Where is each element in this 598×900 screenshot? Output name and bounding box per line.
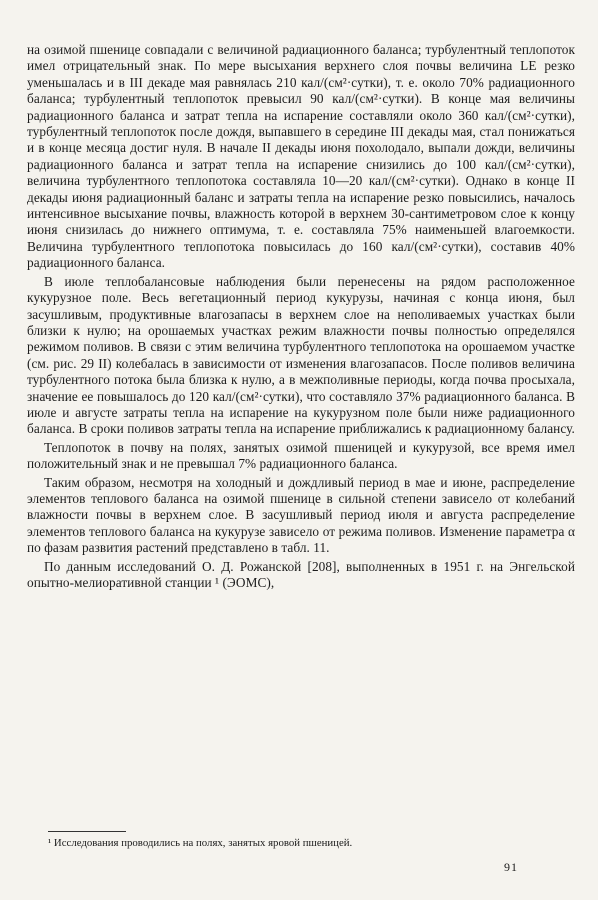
- paragraph-1: на озимой пшенице совпадали с величиной радиационного баланса; турбулентный теплопоток имел отрицательный знак. По мере высыхания верхнего слоя почвы величина LE резко уменьшалась и в III декаде мая равнялась 210 кал/(см²·сутки), т. е. около 70% радиационного баланса; турбулентный теплопоток превысил 90 кал/(см²·сутки). В конце мая величины радиационного баланса и затрат тепла на испарение составляли около 360 кал/(см²·сутки), турбулентный теплопоток после дождя, выпавшего в середине III декады мая, стал понижаться и в конце месяца достиг нуля. В начале II декады июня похолодало, выпали дожди, величины радиационного баланса и затрат тепла на испарение снизились до 100 кал/(см²·сутки), величина турбулентного теплопотока составляла 10—20 кал/(см²·сутки). Однако в конце II декады июня радиационный баланс и затраты тепла на испарение резко повысились, началось интенсивное высыхание почвы, влажность которой в верхнем 30-сантиметровом слое к концу июня снизилась до нижнего оптимума, т. е. составляла 75% наименьшей влагоемкости. Величина турбулентного теплопотока повысилась до 160 кал/(см²·сутки), составив 40% радиационного баланса.: [27, 42, 575, 271]
- page-number: 91: [504, 860, 518, 874]
- paragraph-4: Таким образом, несмотря на холодный и дождливый период в мае и июне, распределение элементов теплового баланса на озимой пшенице в сильной степени зависело от колебаний влажности почвы в верхнем слое. В засушливый период июля и августа распределение элементов теплового баланса на кукурузе зависело от режима поливов. Изменение параметра α по фазам развития растений представлено в табл. 11.: [27, 474, 575, 556]
- paragraph-2: В июле теплобалансовые наблюдения были перенесены на рядом расположенное кукурузное поле. Весь вегетационный период кукурузы, начиная с конца июня, был засушливым, продуктивные влагозапасы в верхнем слое на неполиваемых участках были близки к нулю; на орошаемых участках режим влажности почвы полностью определялся режимом поливов. В связи с этим величина турбулентного теплопотока на орошаемом участке (см. рис. 29 II) колебалась в зависимости от изменения влагозапасов. После поливов величина турбулентного потока была близка к нулю, а в межполивные периоды, когда почва просыхала, значение ее повышалось до 120 кал/(см²·сутки), что составляло 37% радиационного баланса. В июле и августе затраты тепла на испарение на кукурузном поле были ниже радиационного баланса. В сроки поливов затраты тепла на испарение приближались к радиационному балансу.: [27, 273, 575, 437]
- footnote: ¹ Исследования проводились на полях, занятых яровой пшеницей.: [48, 837, 353, 849]
- body-text: [27, 42, 575, 593]
- footnote-divider: [48, 831, 126, 832]
- paragraph-5: По данным исследований О. Д. Рожанской [208], выполненных в 1951 г. на Энгельской опытно-мелиоративной станции ¹ (ЭОМС),: [27, 558, 575, 590]
- paragraph-3: Теплопоток в почву на полях, занятых озимой пшеницей и кукурузой, все время имел положительный знак и не превышал 7% радиационного баланса.: [27, 439, 575, 472]
